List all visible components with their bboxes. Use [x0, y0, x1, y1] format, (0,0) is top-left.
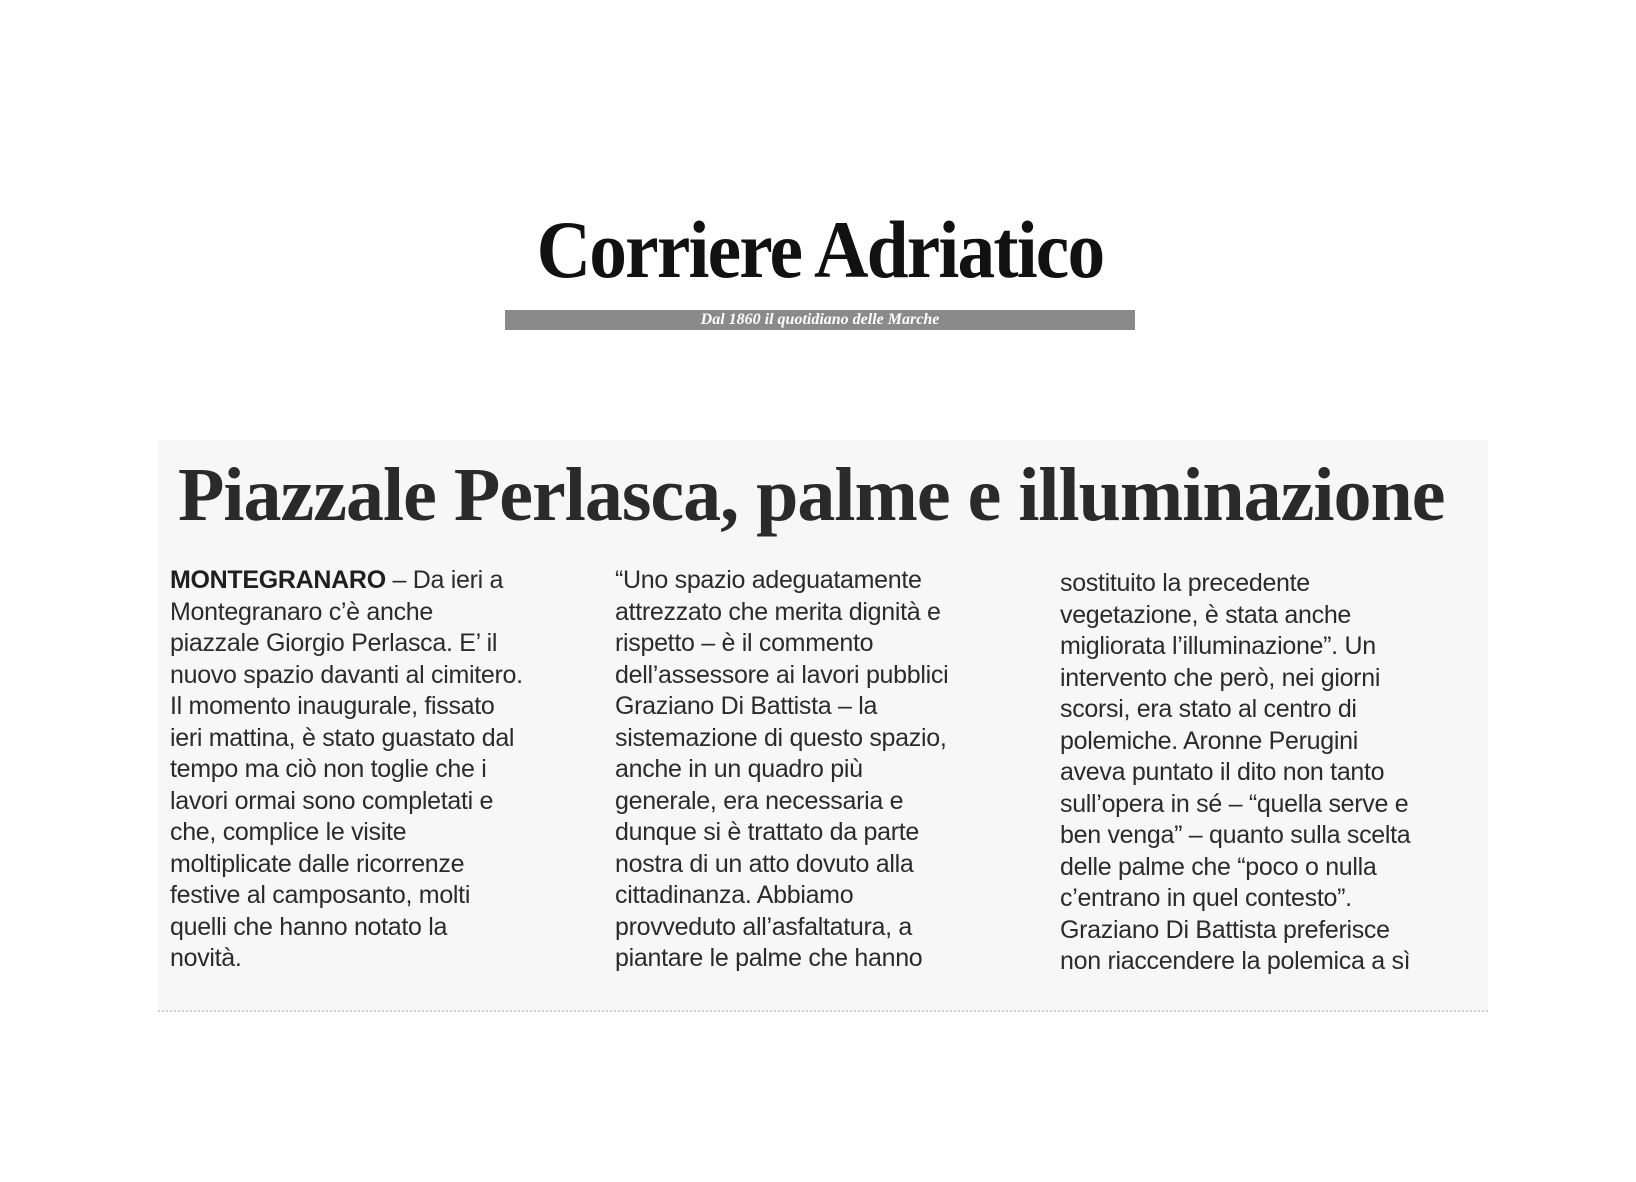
- masthead-tagline: Dal 1860 il quotidiano delle Marche: [700, 311, 940, 328]
- article-text-line: piantare le palme che hanno: [615, 944, 923, 972]
- article-text-line: delle palme che “poco o nulla: [1060, 852, 1377, 881]
- article-text-line: aveva puntato il dito non tanto: [1060, 758, 1385, 786]
- article-text-line: rispetto – è il commento: [615, 629, 874, 657]
- article-text-segment: – Da ieri a: [385, 566, 504, 594]
- article-text-line: sostituito la precedente: [1060, 569, 1310, 597]
- article-text-line: cittadinanza. Abbiamo: [615, 881, 854, 909]
- article-headline: Piazzale Perlasca, palme e illuminazione: [178, 453, 1445, 537]
- article-column-2: [615, 565, 1025, 975]
- article-text-line: nuovo spazio davanti al cimitero.: [170, 660, 523, 689]
- article-text-line: Montegranaro c’è anche: [170, 597, 434, 626]
- article-text-line: Graziano Di Battista preferisce: [1060, 915, 1390, 944]
- article-text-line: tempo ma ciò non toglie che i: [170, 755, 487, 783]
- article-text-line: festive al camposanto, molti: [170, 881, 471, 909]
- article-text-line: Il momento inaugurale, fissato: [170, 692, 495, 720]
- article-text-line: nostra di un atto dovuto alla: [615, 849, 914, 878]
- article-text-line: piazzale Giorgio Perlasca. E’ il: [170, 629, 498, 657]
- article-text-line: [170, 565, 580, 597]
- article-text-line: vegetazione, è stata anche: [1060, 600, 1352, 629]
- newspaper-masthead: [505, 200, 1135, 332]
- article-dateline: MONTEGRANARO: [170, 566, 386, 594]
- article-text-line: “Uno spazio adeguatamente: [615, 566, 922, 594]
- article-text-line: polemiche. Aronne Perugini: [1060, 726, 1358, 755]
- article-text-line: che, complice le visite: [170, 818, 407, 846]
- article-text-line: dunque si è trattato da parte: [615, 818, 920, 846]
- article-text-line: non riaccendere la polemica a sì: [1060, 947, 1411, 975]
- article-text-line: ieri mattina, è stato guastato dal: [170, 723, 515, 752]
- article-text-line: quelli che hanno notato la: [170, 912, 448, 941]
- masthead-tagline-bar: [505, 310, 1135, 330]
- article-text-line: Graziano Di Battista – la: [615, 692, 878, 720]
- article-text-line: scorsi, era stato al centro di: [1060, 695, 1357, 723]
- article-column-1: [170, 565, 580, 975]
- masthead-title: Corriere Adriatico: [536, 204, 1104, 295]
- article-text-line: novità.: [170, 944, 242, 972]
- article-column-3: [1060, 568, 1470, 978]
- article-text-line: intervento che però, nei giorni: [1060, 663, 1381, 692]
- article-text-line: attrezzato che merita dignità e: [615, 597, 941, 626]
- article-text-line: anche in un quadro più: [615, 755, 863, 783]
- article-text-line: migliorata l’illuminazione”. Un: [1060, 632, 1376, 660]
- article-text-line: moltiplicate dalle ricorrenze: [170, 849, 465, 878]
- article-text-line: lavori ormai sono completati e: [170, 786, 494, 815]
- article-body: [170, 565, 1490, 985]
- article-clipping: [158, 440, 1488, 1012]
- article-text-line: provveduto all’asfaltatura, a: [615, 912, 913, 941]
- article-text-line: dell’assessore ai lavori pubblici: [615, 660, 949, 689]
- article-text-line: generale, era necessaria e: [615, 786, 904, 815]
- article-text-line: sistemazione di questo spazio,: [615, 723, 947, 752]
- article-text-line: sull’opera in sé – “quella serve e: [1060, 789, 1409, 818]
- article-text-line: c’entrano in quel contesto”.: [1060, 884, 1352, 912]
- article-text-line: ben venga” – quanto sulla scelta: [1060, 821, 1411, 849]
